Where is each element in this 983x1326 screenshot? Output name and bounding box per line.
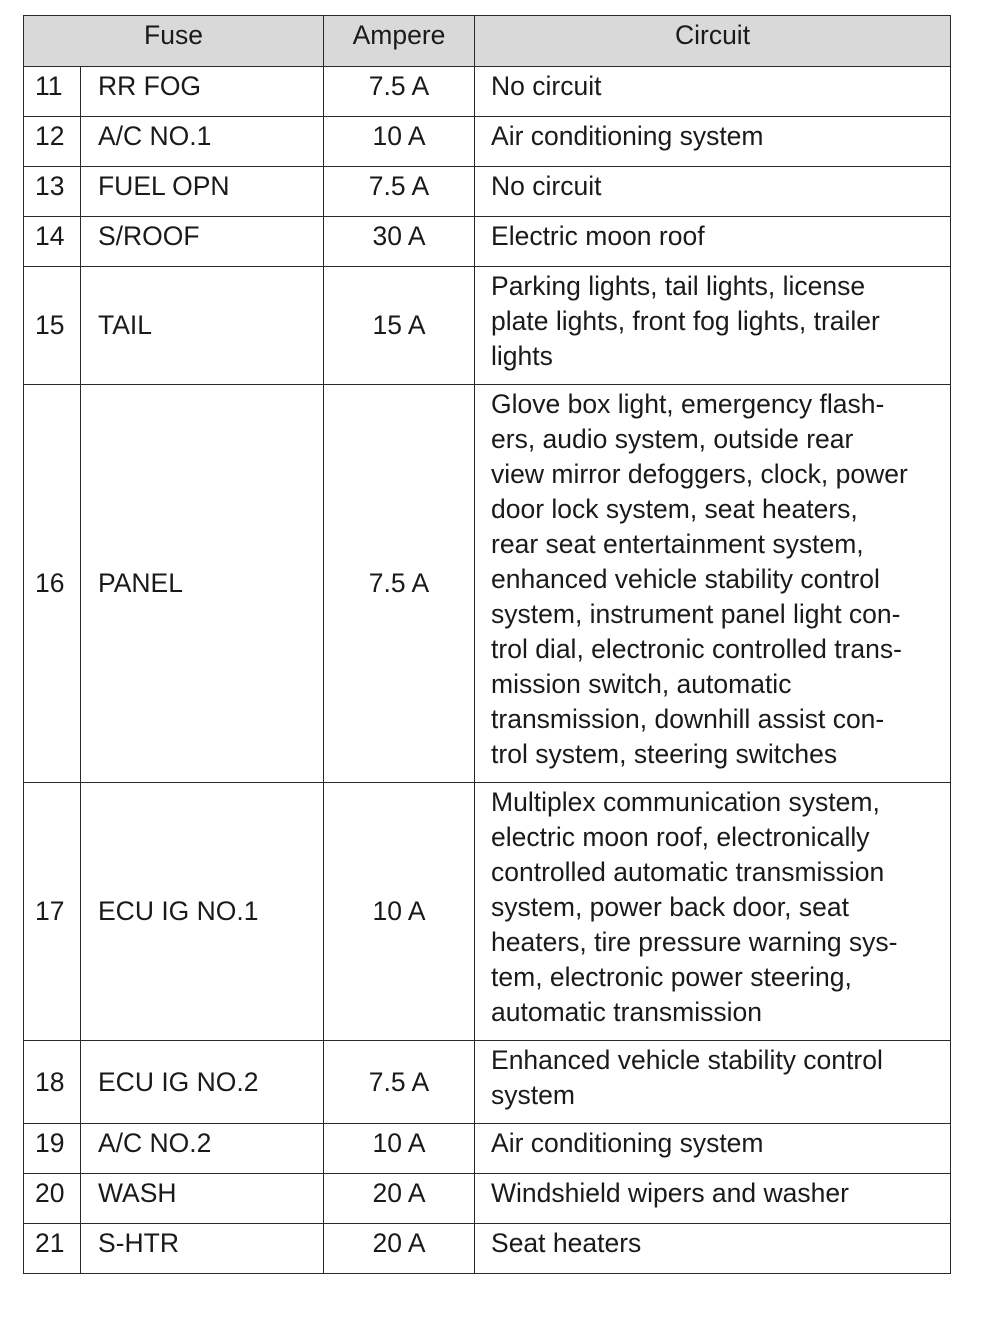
- circuit-line: tem, electronic power steering,: [491, 962, 852, 992]
- ampere-cell: 7.5 A: [324, 167, 475, 217]
- table-row: [24, 167, 951, 217]
- circuit-line: plate lights, front fog lights, trailer: [491, 306, 880, 336]
- table-body: [24, 67, 951, 1274]
- circuit-cell: [475, 1041, 951, 1124]
- table-row: [24, 1041, 951, 1124]
- fuse-name-cell: PANEL: [81, 385, 324, 783]
- fuse-number-cell: 16: [24, 385, 81, 783]
- circuit-cell: [475, 67, 951, 117]
- circuit-line: ers, audio system, outside rear: [491, 424, 854, 454]
- circuit-cell: [475, 217, 951, 267]
- header-ampere: Ampere: [324, 16, 475, 67]
- fuse-number-cell: 14: [24, 217, 81, 267]
- circuit-line: view mirror defoggers, clock, power: [491, 459, 908, 489]
- circuit-line: lights: [491, 341, 553, 371]
- circuit-line: rear seat entertainment system,: [491, 529, 864, 559]
- circuit-line: door lock system, seat heaters,: [491, 494, 858, 524]
- fuse-name-cell: RR FOG: [81, 67, 324, 117]
- ampere-cell: 15 A: [324, 267, 475, 385]
- circuit-cell: [475, 1224, 951, 1274]
- circuit-cell: [475, 1174, 951, 1224]
- ampere-cell: 7.5 A: [324, 1041, 475, 1124]
- circuit-cell: [475, 385, 951, 783]
- circuit-line: system, power back door, seat: [491, 892, 849, 922]
- fuse-number-cell: 15: [24, 267, 81, 385]
- ampere-cell: 30 A: [324, 217, 475, 267]
- circuit-line: Air conditioning system: [491, 1128, 764, 1158]
- table-row: [24, 1124, 951, 1174]
- circuit-line: Enhanced vehicle stability control: [491, 1045, 883, 1075]
- circuit-line: No circuit: [491, 171, 602, 201]
- header-row: [24, 16, 951, 67]
- circuit-line: system: [491, 1080, 575, 1110]
- circuit-line: Parking lights, tail lights, license: [491, 271, 866, 301]
- ampere-cell: 10 A: [324, 783, 475, 1041]
- table-row: [24, 783, 951, 1041]
- fuse-number-cell: 11: [24, 67, 81, 117]
- circuit-line: automatic transmission: [491, 997, 763, 1027]
- circuit-cell: [475, 783, 951, 1041]
- circuit-line: heaters, tire pressure warning sys-: [491, 927, 898, 957]
- fuse-name-cell: S/ROOF: [81, 217, 324, 267]
- ampere-cell: 7.5 A: [324, 67, 475, 117]
- table-row: [24, 267, 951, 385]
- table-row: [24, 117, 951, 167]
- circuit-line: Seat heaters: [491, 1228, 642, 1258]
- circuit-line: Electric moon roof: [491, 221, 705, 251]
- ampere-cell: 10 A: [324, 1124, 475, 1174]
- fuse-number-cell: 20: [24, 1174, 81, 1224]
- table-row: [24, 217, 951, 267]
- circuit-line: trol dial, electronic controlled trans-: [491, 634, 902, 664]
- table-header: [24, 16, 951, 67]
- fuse-number-cell: 19: [24, 1124, 81, 1174]
- table-row: [24, 67, 951, 117]
- header-fuse: Fuse: [24, 16, 324, 67]
- circuit-cell: [475, 1124, 951, 1174]
- fuse-table: [23, 15, 951, 1274]
- table-row: [24, 385, 951, 783]
- fuse-number-cell: 13: [24, 167, 81, 217]
- fuse-number-cell: 18: [24, 1041, 81, 1124]
- circuit-line: enhanced vehicle stability control: [491, 564, 880, 594]
- fuse-number-cell: 21: [24, 1224, 81, 1274]
- header-circuit: Circuit: [475, 16, 951, 67]
- table-row: [24, 1174, 951, 1224]
- circuit-line: electric moon roof, electronically: [491, 822, 870, 852]
- circuit-cell: [475, 267, 951, 385]
- fuse-name-cell: ECU IG NO.1: [81, 783, 324, 1041]
- fuse-number-cell: 17: [24, 783, 81, 1041]
- circuit-line: Glove box light, emergency flash-: [491, 389, 885, 419]
- ampere-cell: 20 A: [324, 1174, 475, 1224]
- ampere-cell: 20 A: [324, 1224, 475, 1274]
- circuit-cell: [475, 117, 951, 167]
- fuse-name-cell: TAIL: [81, 267, 324, 385]
- ampere-cell: 10 A: [324, 117, 475, 167]
- fuse-name-cell: ECU IG NO.2: [81, 1041, 324, 1124]
- circuit-cell: [475, 167, 951, 217]
- fuse-name-cell: S-HTR: [81, 1224, 324, 1274]
- fuse-name-cell: A/C NO.1: [81, 117, 324, 167]
- circuit-line: system, instrument panel light con-: [491, 599, 901, 629]
- fuse-name-cell: FUEL OPN: [81, 167, 324, 217]
- circuit-line: Air conditioning system: [491, 121, 764, 151]
- fuse-number-cell: 12: [24, 117, 81, 167]
- fuse-name-cell: A/C NO.2: [81, 1124, 324, 1174]
- circuit-line: Multiplex communication system,: [491, 787, 880, 817]
- circuit-line: transmission, downhill assist con-: [491, 704, 885, 734]
- fuse-name-cell: WASH: [81, 1174, 324, 1224]
- circuit-line: trol system, steering switches: [491, 739, 838, 769]
- circuit-line: mission switch, automatic: [491, 669, 792, 699]
- table-row: [24, 1224, 951, 1274]
- circuit-line: No circuit: [491, 71, 602, 101]
- ampere-cell: 7.5 A: [324, 385, 475, 783]
- circuit-line: controlled automatic transmission: [491, 857, 885, 887]
- circuit-line: Windshield wipers and washer: [491, 1178, 849, 1208]
